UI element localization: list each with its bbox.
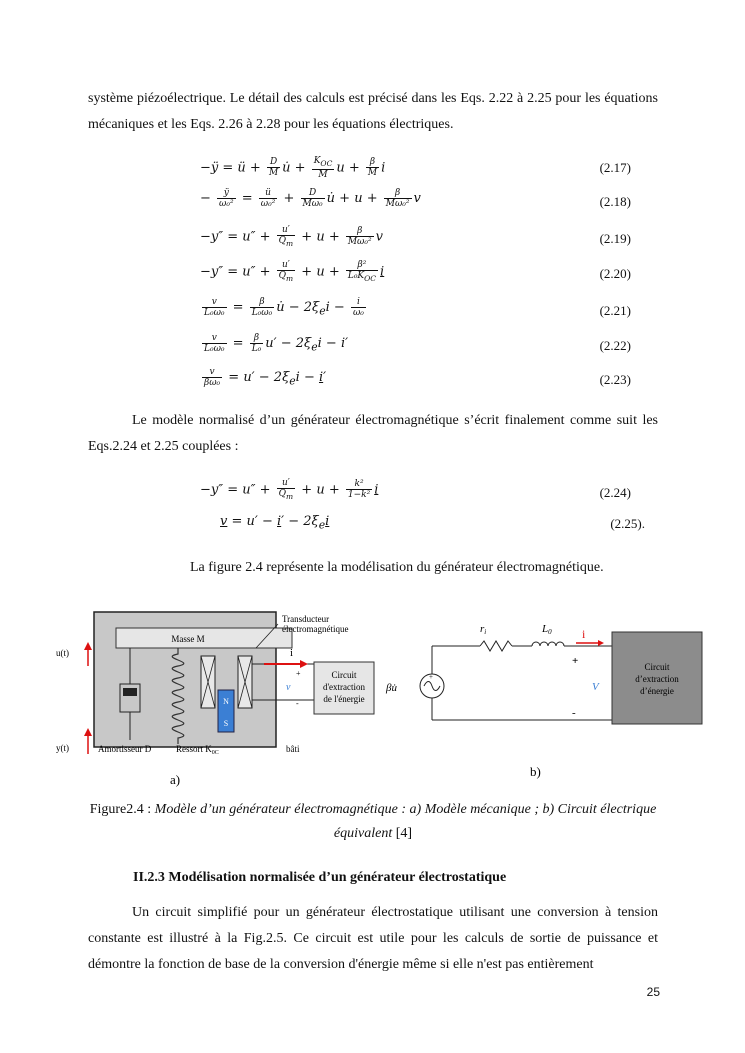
inductor-label: L0: [542, 623, 552, 636]
resistor-icon: [480, 641, 512, 651]
transducer-label-2: électromagnétique: [282, 624, 349, 634]
eq-number: (2.19): [599, 231, 631, 246]
plus-b: +: [572, 655, 579, 667]
circuit-b-2: d’extraction: [635, 674, 679, 684]
equation-2-23: $\frac{v}{\text{βω₀}}$ = $u' - 2\xi_ei - i'$: [204, 367, 327, 388]
circuit-a-1: Circuit: [331, 670, 357, 680]
svg-text:+: +: [429, 673, 433, 681]
eq-number: (2.17): [599, 160, 631, 175]
u-label: u(t): [56, 648, 69, 658]
magnet-s: S: [223, 719, 229, 728]
circuit-a-2: d'extraction: [322, 682, 366, 692]
figure-b-tag: b): [530, 764, 541, 779]
page-number: 25: [646, 985, 660, 999]
damper-label: Amortisseur D: [98, 744, 152, 754]
spring-label: Ressort $K_{0C}$: [176, 744, 219, 756]
plus-a: +: [296, 669, 301, 678]
figure-b-equivalent-circuit: [380, 612, 710, 782]
equation-2-25: $v = u' - i' - 2\xi_ei$: [220, 514, 330, 532]
paragraph-electrostatic: Un circuit simplifié pour un générateur électrostatique utilisant une conversion à tension constante est illustré à la Fig.2.5. Ce circuit est utile pour les calculs de sortie de puissance et démontre la fonction de base de la conversion d'énergie même si elle n'est pas entièrement: [88, 905, 658, 972]
paragraph-figure-ref: La figure 2.4 représente la modélisation du générateur électromagnétique.: [190, 560, 604, 575]
equation-2-18: − $\frac{ÿ}{\text{ω₀²}}$ = $\frac{ü}{\text{ω₀²}}$ + $\frac{D}{\text{Mω₀}}$ u̇ + u + $\frac{\beta}{\text{Mω₀²}}$ v: [200, 188, 421, 209]
mass-label: Masse M: [171, 634, 205, 644]
equation-2-24: −y″ = u″ + $\frac{u'}{Q_m}$ + u + $\frac{\text{k²}}{\text{1−k²}}$ i: [200, 478, 379, 501]
equation-2-20: −y″ = u″ + $\frac{u'}{Q_m}$ + u + $\frac{\text{β²}}{L_0K_{OC}}$ i: [200, 260, 385, 283]
eq-number: (2.20): [599, 266, 631, 281]
eq-number: (2.25).: [610, 516, 645, 531]
equation-2-21: $\frac{v}{\text{L₀ω₀}}$ = $\frac{\beta}{\text{L₀ω₀}}$ u̇ − $2\xi_ei$ − $\frac{i}{\text{ω₀}}$: [204, 297, 364, 318]
paragraph-intro: système piézoélectrique. Le détail des calculs est précisé dans les Eqs. 2.22 à 2.25 pour les équations mécaniques et les Eqs. 2.26 à 2.28 pour les équations électriques.: [88, 91, 658, 132]
figure-a-tag: a): [170, 772, 181, 787]
voltage-label-b: V: [592, 681, 599, 693]
source-label: βu̇: [386, 682, 397, 694]
eq-number: (2.23): [599, 372, 631, 387]
transducer-label-1: Transducteur: [282, 614, 330, 624]
inductor-icon: [532, 642, 564, 646]
y-label: y(t): [56, 743, 69, 753]
u-arrow: [84, 642, 92, 666]
equation-2-17: −ÿ = ü + $\frac{D}{M}$ u̇ + $\frac{K_{OC}}{M}$ u + $\frac{\beta}{M}$ i: [200, 156, 386, 180]
circuit-b-1: Circuit: [644, 662, 670, 672]
figure-caption: Figure2.4 : Modèle d’un générateur électromagnétique : a) Modèle mécanique ; b) Circuit électrique équivalent [4]: [89, 802, 657, 841]
eq-number: (2.18): [599, 194, 631, 209]
current-label-b: i: [582, 627, 586, 641]
circuit-b-3: d’énergie: [640, 686, 674, 696]
eq-number: (2.24): [599, 485, 631, 500]
magnet-n: N: [223, 697, 229, 706]
resistor-label: ri: [480, 623, 487, 636]
eq-number: (2.21): [599, 303, 631, 318]
voltage-label-a: v: [286, 682, 291, 693]
paragraph-normalized-model: Le modèle normalisé d’un générateur électromagnétique s’écrit finalement comme suit les Eqs.2.24 et 2.25 couplées :: [88, 413, 658, 454]
y-arrow: [84, 728, 92, 754]
equation-2-22: $\frac{v}{\text{L₀ω₀}}$ = $\frac{\beta}{\text{L₀}}$ $u' - 2\xi_ei - i'$: [204, 333, 349, 354]
circuit-a-3: de l'énergie: [323, 694, 365, 704]
minus-a: -: [296, 699, 299, 708]
eq-number: (2.22): [599, 338, 631, 353]
equation-2-19: −y″ = u″ + $\frac{u'}{Q_m}$ + u + $\frac{\beta}{\text{Mω₀²}}$ v: [200, 225, 383, 248]
minus-b: -: [572, 707, 576, 719]
figure-a-mechanical-model: [56, 604, 398, 794]
section-heading: II.2.3 Modélisation normalisée d’un générateur électrostatique: [133, 870, 507, 885]
current-label-a: i: [290, 647, 294, 659]
frame-label: bâti: [286, 744, 300, 754]
